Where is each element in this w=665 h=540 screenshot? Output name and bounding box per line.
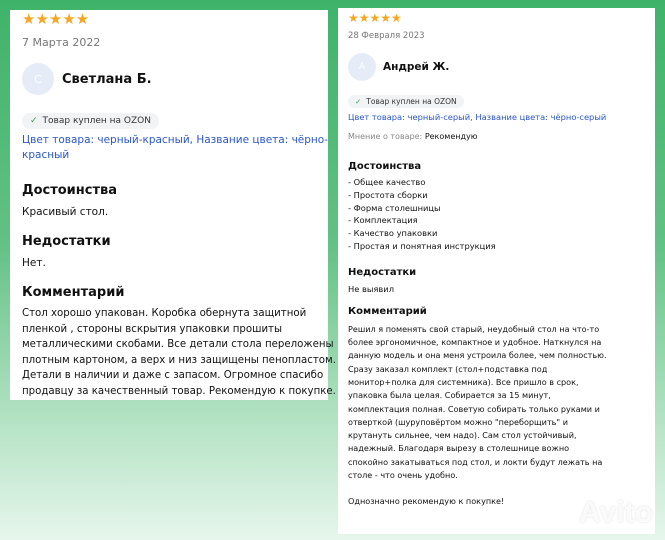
product-color <box>22 133 329 163</box>
check-icon: ✓ <box>30 116 38 126</box>
text-line: Сразу заказал комплект (стол+подставка под <box>348 363 548 374</box>
text-line: столе - что очень удобно. <box>348 470 458 481</box>
text-line: - Комплектация <box>348 215 418 226</box>
text-line: - Общее качество <box>348 177 426 187</box>
cons-text: Не выявил <box>348 283 394 294</box>
comment-text <box>348 323 645 483</box>
text-line: Решил я поменять свой старый, неудобный стол на что-то <box>348 323 600 334</box>
text-line: плотным картоном, а верх и низ защищены пенопластом. <box>22 354 336 366</box>
comment-heading: Комментарий <box>22 285 125 300</box>
text-line: комплектация полная. Советую собирать только руками и <box>348 403 600 414</box>
text-line: - Простота сборки <box>348 189 428 200</box>
cons-heading: Недостатки <box>348 266 417 278</box>
text-line: отверткой (шуруповёртом можно "переборщить" и <box>348 416 568 427</box>
text-line: крутануть сильнее, чем надо). Сам стол устойчивый, <box>348 430 577 441</box>
check-icon: ✓ <box>355 97 362 106</box>
text-line: продавцу за качественный товар. Рекомендую к покупке. <box>22 385 336 397</box>
reviewer-name: Светлана Б. <box>62 71 152 87</box>
text-line: Цвет товара: черный-красный, Название цвета: чёрно- <box>22 134 329 146</box>
badge-label: Товар куплен на OZON <box>42 116 151 126</box>
avatar: С <box>22 63 54 95</box>
cons-text: Нет. <box>22 257 46 269</box>
comment-text <box>22 306 336 399</box>
badge-label: Товар куплен на OZON <box>366 97 457 106</box>
review-card-2 <box>338 8 655 534</box>
purchase-badge <box>348 95 464 108</box>
avatar: А <box>348 53 376 81</box>
pros-heading: Достоинства <box>348 161 422 172</box>
opinion <box>348 132 645 141</box>
text-line: надежный. Благодаря вырезу в столешнице вожно <box>348 443 570 454</box>
text-line: - Форма столешницы <box>348 202 441 213</box>
text-line: красный <box>22 149 70 161</box>
purchase-badge <box>22 113 159 129</box>
review-date: 7 Марта 2022 <box>22 36 101 49</box>
text-line: металлическими скобами. Все детали стола переложены <box>22 339 334 350</box>
text-line: Мнение о товаре: <box>348 132 423 141</box>
rating-stars: ★★★★★ <box>22 10 90 28</box>
text-line: монитор+полка для системника). Все пришло в срок, <box>348 376 579 387</box>
review-date: 28 Февраля 2023 <box>348 31 425 41</box>
text-line: упаковка была целая. Собирается за 15 минут, <box>348 390 551 401</box>
text-line: Цвет товара: черный-серый, Название цвета: чёрно-серый <box>348 112 607 122</box>
review-card-1 <box>10 10 336 400</box>
pros-list <box>348 176 645 253</box>
text-line: - Качество упаковки <box>348 228 438 239</box>
closing-text: Однозначно рекомендую к покупке! <box>348 496 505 507</box>
reviewer-name: Андрей Ж. <box>383 61 450 73</box>
text-line: Стол хорошо упакован. Коробка обернута защитной <box>22 308 307 319</box>
text-line: данную модель и она меня устроила более, чем полностью. <box>348 350 607 361</box>
product-color <box>348 112 645 122</box>
pros-heading: Достоинства <box>22 183 118 198</box>
comment-heading: Комментарий <box>348 305 427 317</box>
text-line: пленкой , стороны вскрытия упаковки прошиты <box>22 323 283 335</box>
rating-stars: ★★★★★ <box>348 11 402 25</box>
text-line: Детали в наличии и даже с запасом. Огромное спасибо <box>22 370 324 381</box>
text-line: Рекомендую <box>424 132 478 141</box>
avito-watermark: Avito <box>579 496 653 529</box>
text-line: более эргономичное, компактное и удобное. Наткнулся на <box>348 337 602 348</box>
pros-text: Красивый стол. <box>22 206 109 218</box>
cons-heading: Недостатки <box>22 234 111 249</box>
text-line: спокойно закатываться под стол, и локти будут лежать на <box>348 456 603 467</box>
text-line: - Простая и понятная инструкция <box>348 240 496 251</box>
